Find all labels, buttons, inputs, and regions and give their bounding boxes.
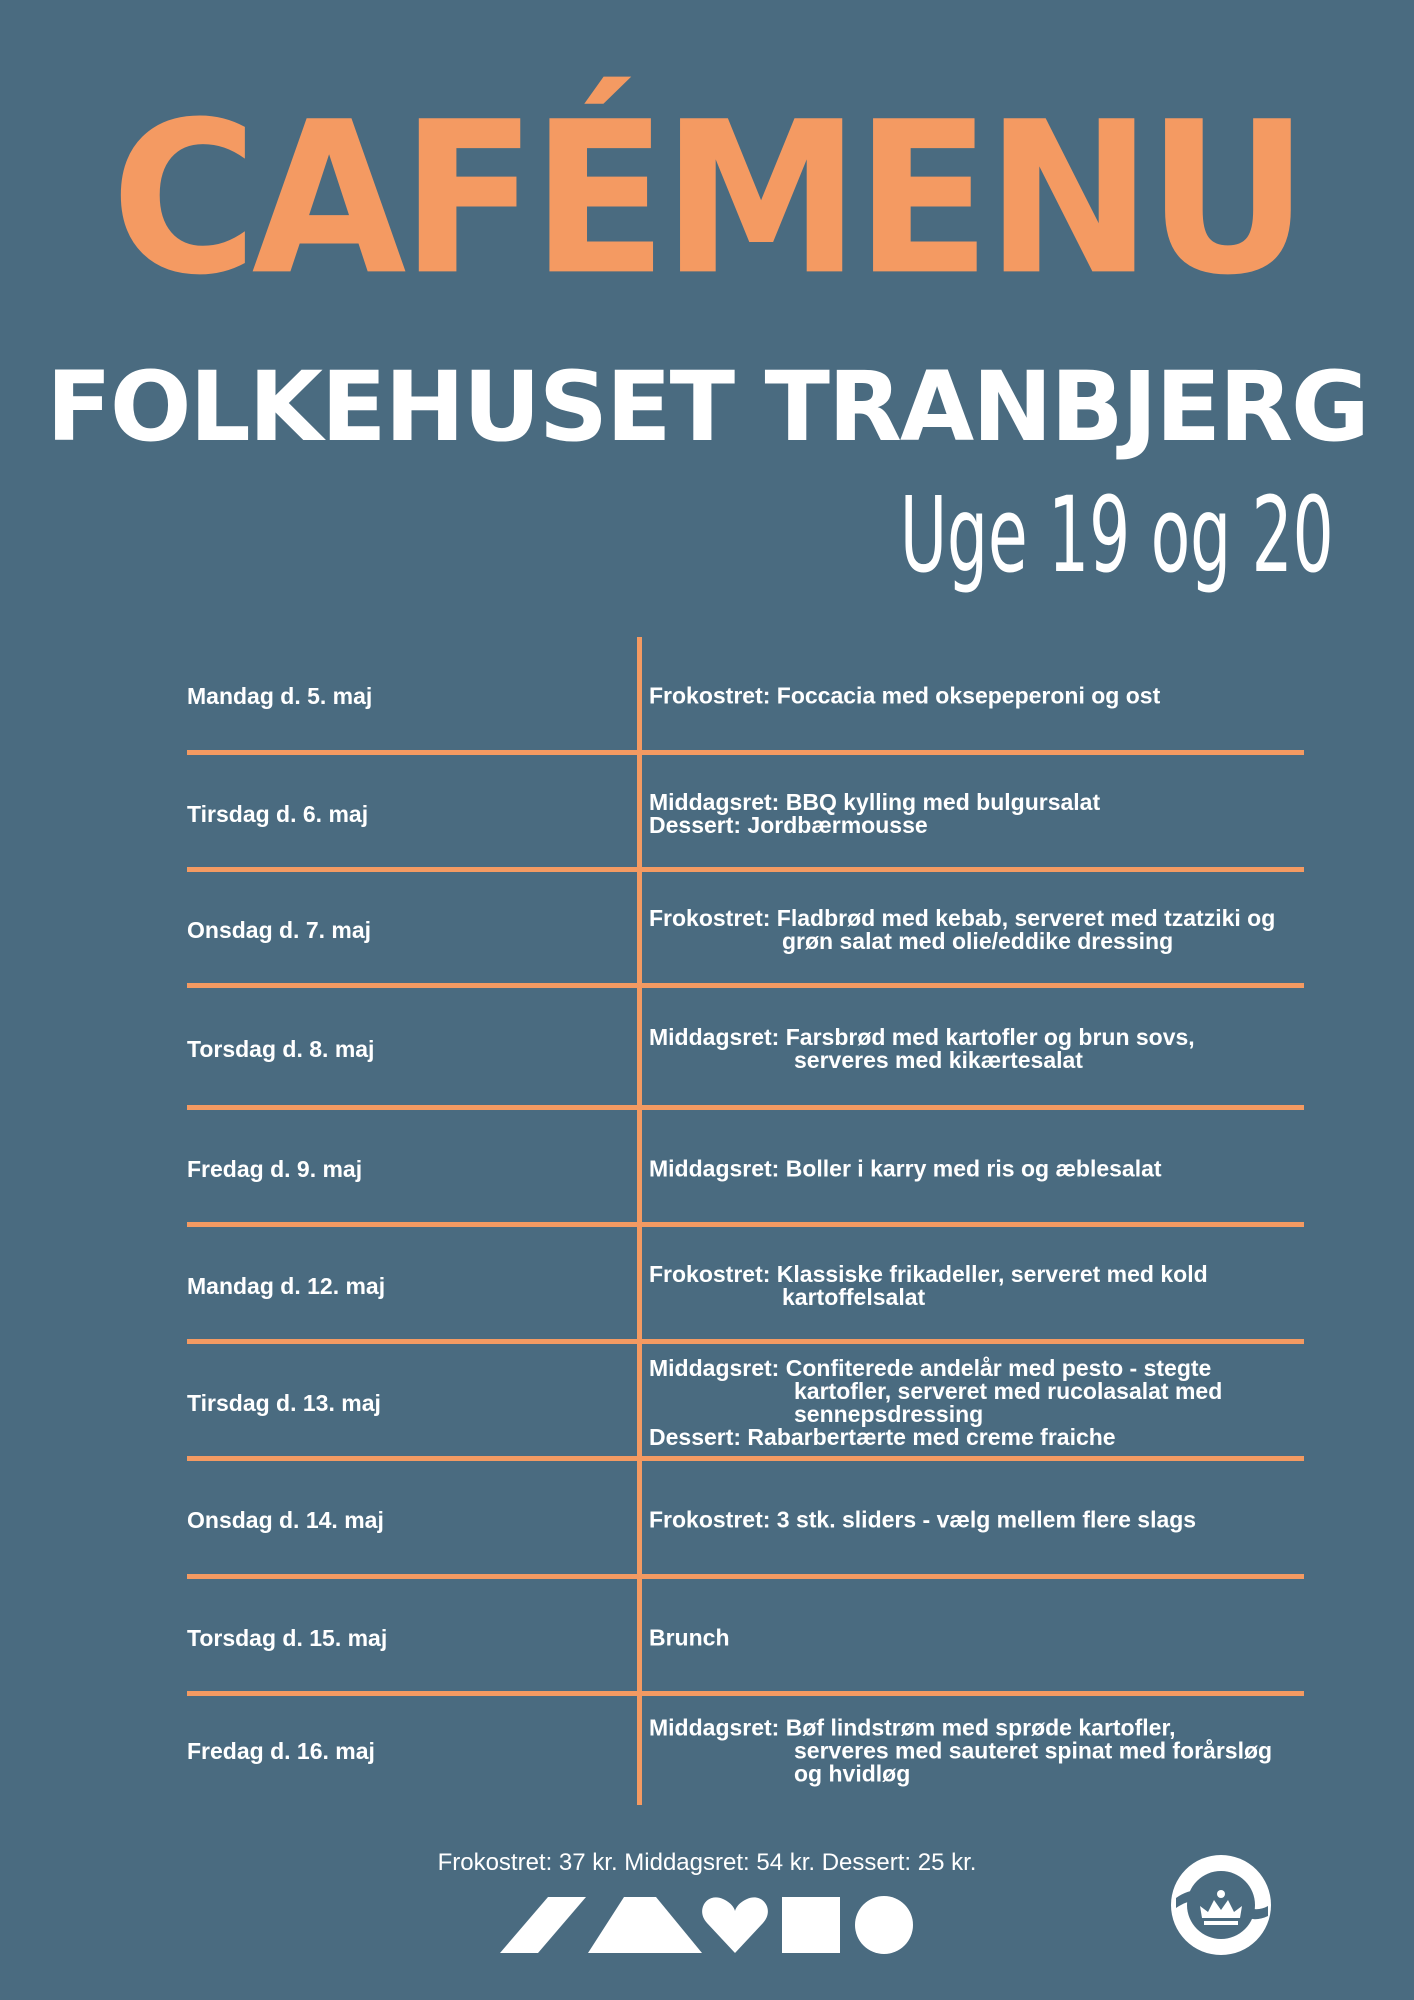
day-label: Torsdag d. 15. maj [187, 1624, 388, 1651]
day-label: Mandag d. 12. maj [187, 1272, 386, 1299]
decorative-shapes [500, 1893, 920, 1957]
menu-row [187, 755, 1304, 872]
dish-line: Frokostret: Foccacia med oksepeperoni og ost [649, 682, 1161, 709]
dish-line: grøn salat med olie/eddike dressing [782, 928, 1174, 954]
dish-line: serveres med kikærtesalat [794, 1047, 1083, 1073]
trapezoid-shape-icon [588, 1897, 702, 1953]
day-label: Fredag d. 16. maj [187, 1737, 375, 1764]
day-label: Torsdag d. 8. maj [187, 1036, 375, 1062]
menu-table [187, 637, 1304, 1805]
dish-text [649, 1506, 1304, 1533]
dish-line: serveres med sauteret spinat med forårsløg [794, 1737, 1273, 1763]
menu-row [187, 1579, 1304, 1696]
dish-line: Middagsret: Bøf lindstrøm med sprøde kartofler, [649, 1714, 1176, 1740]
dish-text [649, 1026, 1304, 1072]
dish-line: Frokostret: 3 stk. sliders - vælg mellem flere slags [649, 1506, 1197, 1533]
day-label: Tirsdag d. 6. maj [187, 800, 369, 827]
venue-name: FOLKEHUSET TRANBJERG [46, 351, 1368, 463]
dish-line: og hvidløg [794, 1760, 911, 1786]
dish-line: sennepsdressing [794, 1400, 984, 1427]
dish-text [649, 788, 1304, 838]
dish-text [649, 907, 1304, 953]
square-icon [782, 1897, 840, 1953]
week-label: Uge 19 og 20 [900, 474, 1334, 596]
menu-row [187, 988, 1304, 1110]
day-label: Onsdag d. 14. maj [187, 1507, 384, 1533]
dish-line: Dessert: Rabarbertærte med creme fraiche [649, 1423, 1116, 1450]
dish-line: kartofler, serveret med rucolasalat med [794, 1377, 1223, 1404]
dish-text [649, 1354, 1304, 1450]
dish-text [649, 1157, 1304, 1180]
menu-row [187, 872, 1304, 988]
menu-title: CAFÉMENU [110, 77, 1304, 322]
dish-line: Middagsret: Confiterede andelår med pesto - stegte [649, 1354, 1212, 1381]
day-label: Fredag d. 9. maj [187, 1155, 363, 1182]
day-label: Mandag d. 5. maj [187, 683, 373, 709]
day-label: Tirsdag d. 13. maj [187, 1389, 381, 1416]
dish-text [649, 1260, 1304, 1310]
dish-line: Middagsret: Farsbrød med kartofler og brun sovs, [649, 1024, 1195, 1050]
menu-row [187, 1461, 1304, 1579]
dish-line: Frokostret: Klassiske frikadeller, serveret med kold [649, 1260, 1208, 1287]
menu-row [187, 1344, 1304, 1461]
price-list: Frokostret: 37 kr. Middagsret: 54 kr. Dessert: 25 kr. [437, 1849, 977, 1876]
menu-row [187, 1110, 1304, 1227]
dish-line: Frokostret: Fladbrød med kebab, serveret med tzatziki og [649, 905, 1276, 931]
heart-icon [702, 1897, 768, 1953]
dish-line: Middagsret: Boller i karry med ris og æblesalat [649, 1155, 1162, 1181]
menu-row [187, 637, 1304, 755]
dish-text [649, 1716, 1304, 1785]
day-label: Onsdag d. 7. maj [187, 917, 372, 943]
dish-line: Dessert: Jordbærmousse [649, 811, 928, 838]
dish-line: Middagsret: BBQ kylling med bulgursalat [649, 788, 1101, 815]
dish-line: Brunch [649, 1624, 730, 1650]
organic-label-icon [1166, 1850, 1276, 1960]
dish-text [649, 682, 1304, 709]
parallelogram-shape-icon [500, 1897, 586, 1953]
dish-text [649, 1626, 1304, 1649]
circle-icon [855, 1896, 913, 1954]
menu-row [187, 1227, 1304, 1344]
dish-line: kartoffelsalat [782, 1283, 926, 1310]
menu-row [187, 1696, 1304, 1805]
